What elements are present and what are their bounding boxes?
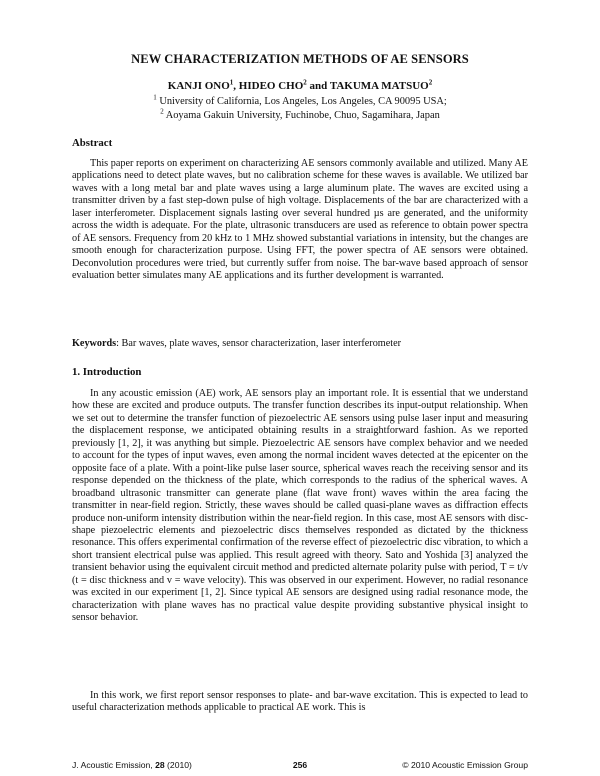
- footer-journal: J. Acoustic Emission,: [72, 760, 156, 770]
- author-3-affil-mark: 2: [428, 78, 433, 87]
- author-separator: and: [306, 80, 330, 92]
- author-2-name: HIDEO CHO: [238, 80, 304, 92]
- affiliation-2-mark: 2: [160, 107, 164, 116]
- affiliation-1: [0, 93, 600, 107]
- introduction-paragraph-1: In any acoustic emission (AE) work, AE sensors play an important role. It is essential that we understand how these are excited and produce outputs. The transfer function describes its input-output relationship. When we set out to determine the transfer function of piezoelectric AE sensors using pulse laser input and measuring the displacement response, we anticipated obtaining results in a straightforward fashion. As we reported previously [1, 2], it was anything but simple. Piezoelectric AE sensors have complex behavior and we needed to account for the types of input waves, even among the normal incident waves detected at the epicenter on the opposite face of a plate. With a point-like pulse laser source, spherical waves reach the receiving sensor and its response depended on the thickness of the plate, which corresponds to the radius of the spherical waves. A broadband ultrasonic transmitter can generate plane (flat wave front) waves within the area facing the transmitter in near-field region. Strictly, these waves should be called quasi-plane waves as diffraction effects produce non-uniform intensity distribution within the near-field region. In this case, most AE sensors with disc-shape piezoelectric elements and piezoelectric discs themselves responded as dictated by the thickness resonance. This offers experimental confirmation of the reverse effect of piezoelectric disc vibration, to which a short transient electrical pulse was applied. This result agreed with theory. Sato and Yoshida [3] analyzed the transient behavior using the equivalent circuit method and predicted alternate polarity pulse with period, T = t/v (t = disc thickness and v = wave velocity). This was observed in our experiment. However, no radial resonance was excited in our experiment [1, 2]. Since typical AE sensors are designed using radial resonance mode, the characterization with plane waves has no practical value despite providing substantive physical insight to sensor behavior.: [72, 388, 528, 624]
- abstract-heading: Abstract: [72, 137, 113, 149]
- footer-year: (2010): [164, 760, 192, 770]
- introduction-heading: 1. Introduction: [72, 366, 142, 378]
- footer-copyright: © 2010 Acoustic Emission Group: [402, 760, 528, 770]
- abstract-text: This paper reports on experiment on characterizing AE sensors commonly available and utilized. Many AE applications need to detect plate waves, but no calibration scheme for these waves is available. We utilized bar waves with a long metal bar and plate waves using a large aluminum plate. The waves are excited using a transmitter driven by a fast step-down pulse of high voltage. Displacements of the bar are characterized with a laser interferometer. Displacement signals lasting over several hundred µs are generated, and the uniformity across the width is adequate. For the plate, ultrasonic transducers are used as reference to obtain power spectra of AE sensors. Frequency from 20 kHz to 1 MHz showed substantial variations in intensity, but the changes are smooth enough for characterization purpose. Using FFT, the power spectra of AE sensors were obtained. Deconvolution procedures were tried, but currently suffer from noise. The bar-wave based approach of sensor evaluation better simulates many AE applications and its further development is warranted.: [72, 158, 528, 282]
- affiliation-2: [0, 107, 600, 121]
- affiliation-1-mark: 1: [153, 93, 157, 102]
- keywords-text: : Bar waves, plate waves, sensor characterization, laser interferometer: [116, 338, 401, 349]
- author-1-name: KANJI ONO: [167, 80, 230, 92]
- page-footer: [72, 760, 528, 772]
- introduction-paragraph-2: In this work, we first report sensor responses to plate- and bar-wave excitation. This is expected to lead to useful characterization methods applicable to practical AE work. This is: [72, 690, 528, 714]
- affiliation-1-text: University of California, Los Angeles, Los Angeles, CA 90095 USA;: [159, 96, 447, 107]
- author-list: [0, 80, 600, 92]
- author-1-affil-mark: 1: [229, 78, 234, 87]
- author-2-affil-mark: 2: [303, 78, 307, 87]
- affiliation-2-text: Aoyama Gakuin University, Fuchinobe, Chuo, Sagamihara, Japan: [165, 110, 440, 121]
- page-number: 256: [292, 760, 308, 770]
- keywords-line: [72, 338, 528, 350]
- author-3-name: TAKUMA MATSUO: [329, 80, 429, 92]
- footer-volume: 28: [155, 760, 165, 770]
- author-separator: ,: [233, 80, 239, 92]
- keywords-label: Keywords: [72, 338, 117, 349]
- paper-title: NEW CHARACTERIZATION METHODS OF AE SENSORS: [131, 52, 469, 66]
